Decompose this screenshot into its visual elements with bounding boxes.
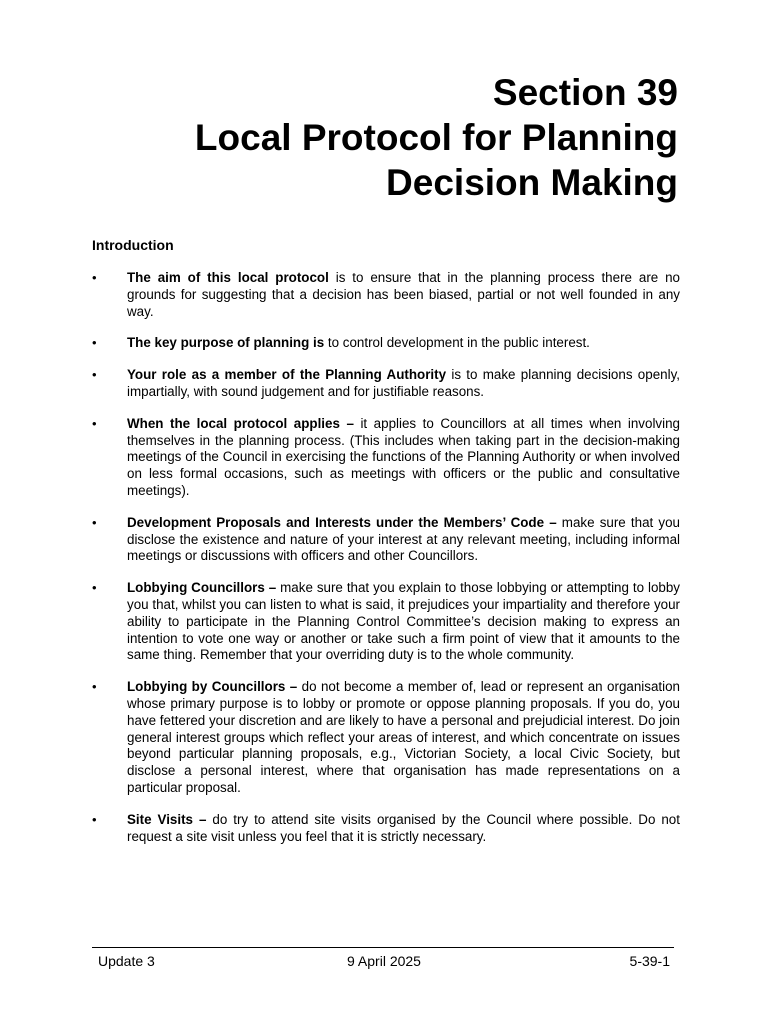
bullet-icon: • — [92, 270, 97, 285]
list-item — [92, 812, 680, 846]
footer-update: Update 3 — [98, 953, 155, 969]
bullet-lead: Development Proposals and Interests under the Members’ Code – — [127, 514, 557, 530]
bullet-text: do try to attend site visits organised by the Council where possible. Do not request a site visit unless you feel that it is strictly necessary. — [127, 811, 680, 844]
list-item — [92, 679, 680, 797]
bullet-lead: Lobbying by Councillors – — [127, 679, 298, 695]
bullet-lead: The aim of this local protocol — [127, 270, 329, 285]
bullet-text: make sure that you explain to those lobbying or attempting to lobby you that, whilst you can listen to what is said, it prejudices your impartiality and therefore your ability to participate in the Planning Control Committee’s decision making to express an intention to vote one way or another or take such a firm point of view that it amounts to the same thing. Remember that your overriding duty is to the whole community. — [127, 580, 680, 663]
bullet-text: is to ensure that in the planning process there are no grounds for suggesting that a decision has been biased, partial or not well founded in any way. — [127, 270, 680, 319]
list-item — [92, 270, 680, 320]
bullet-icon: • — [92, 679, 97, 695]
bullet-lead: Lobbying Councillors – — [127, 580, 277, 596]
page-title — [78, 70, 678, 205]
bullet-icon: • — [92, 580, 97, 596]
bullet-text: make sure that you disclose the existence and nature of your interest at any relevant meeting, including informal meetings or discussions with officers and other Councillors. — [127, 514, 680, 564]
list-item — [92, 416, 680, 500]
list-item — [92, 335, 680, 352]
bullet-icon: • — [92, 335, 97, 351]
bullet-icon: • — [92, 367, 97, 383]
introduction-heading: Introduction — [92, 237, 174, 253]
bullet-list — [92, 270, 680, 860]
footer-date: 9 April 2025 — [347, 953, 421, 969]
bullet-icon: • — [92, 811, 97, 827]
bullet-lead: Your role as a member of the Planning Authority — [127, 367, 447, 383]
bullet-lead: Site Visits – — [127, 811, 207, 827]
title-line-1: Section 39 — [492, 72, 678, 113]
list-item — [92, 515, 680, 565]
bullet-icon: • — [92, 514, 97, 530]
bullet-text: is to make planning decisions openly, impartially, with sound judgement and for justifiable reasons. — [127, 367, 680, 399]
bullet-text: do not become a member of, lead or represent an organisation whose primary purpose is to lobby or promote or oppose planning proposals. If you do, you have fettered your discretion and are likely to have a personal and prejudicial interest. Do join general interest groups which reflect your areas of interest, and which concentrate on issues beyond particular planning proposals, e.g., Victorian Society, a local Civic Society, but disclose a personal interest, where that organisation has made representations on a particular proposal. — [127, 679, 680, 795]
list-item — [92, 580, 680, 664]
title-line-2: Local Protocol for Planning — [194, 117, 678, 158]
bullet-icon: • — [92, 415, 97, 431]
bullet-text: it applies to Councillors at all times when involving themselves in the planning process. (This includes when taking part in the decision-making meetings of the Council in exercising the functions of the Planning Authority or when involved on less formal occasions, such as meetings with officers or the public and consultative meetings). — [127, 415, 680, 498]
footer-divider — [92, 947, 674, 948]
bullet-lead: The key purpose of planning is — [127, 335, 325, 351]
list-item — [92, 367, 680, 401]
bullet-text: to control development in the public interest. — [324, 335, 590, 351]
title-line-3: Decision Making — [386, 162, 678, 203]
bullet-lead: When the local protocol applies – — [127, 415, 354, 431]
footer-page-number: 5-39-1 — [629, 953, 670, 969]
